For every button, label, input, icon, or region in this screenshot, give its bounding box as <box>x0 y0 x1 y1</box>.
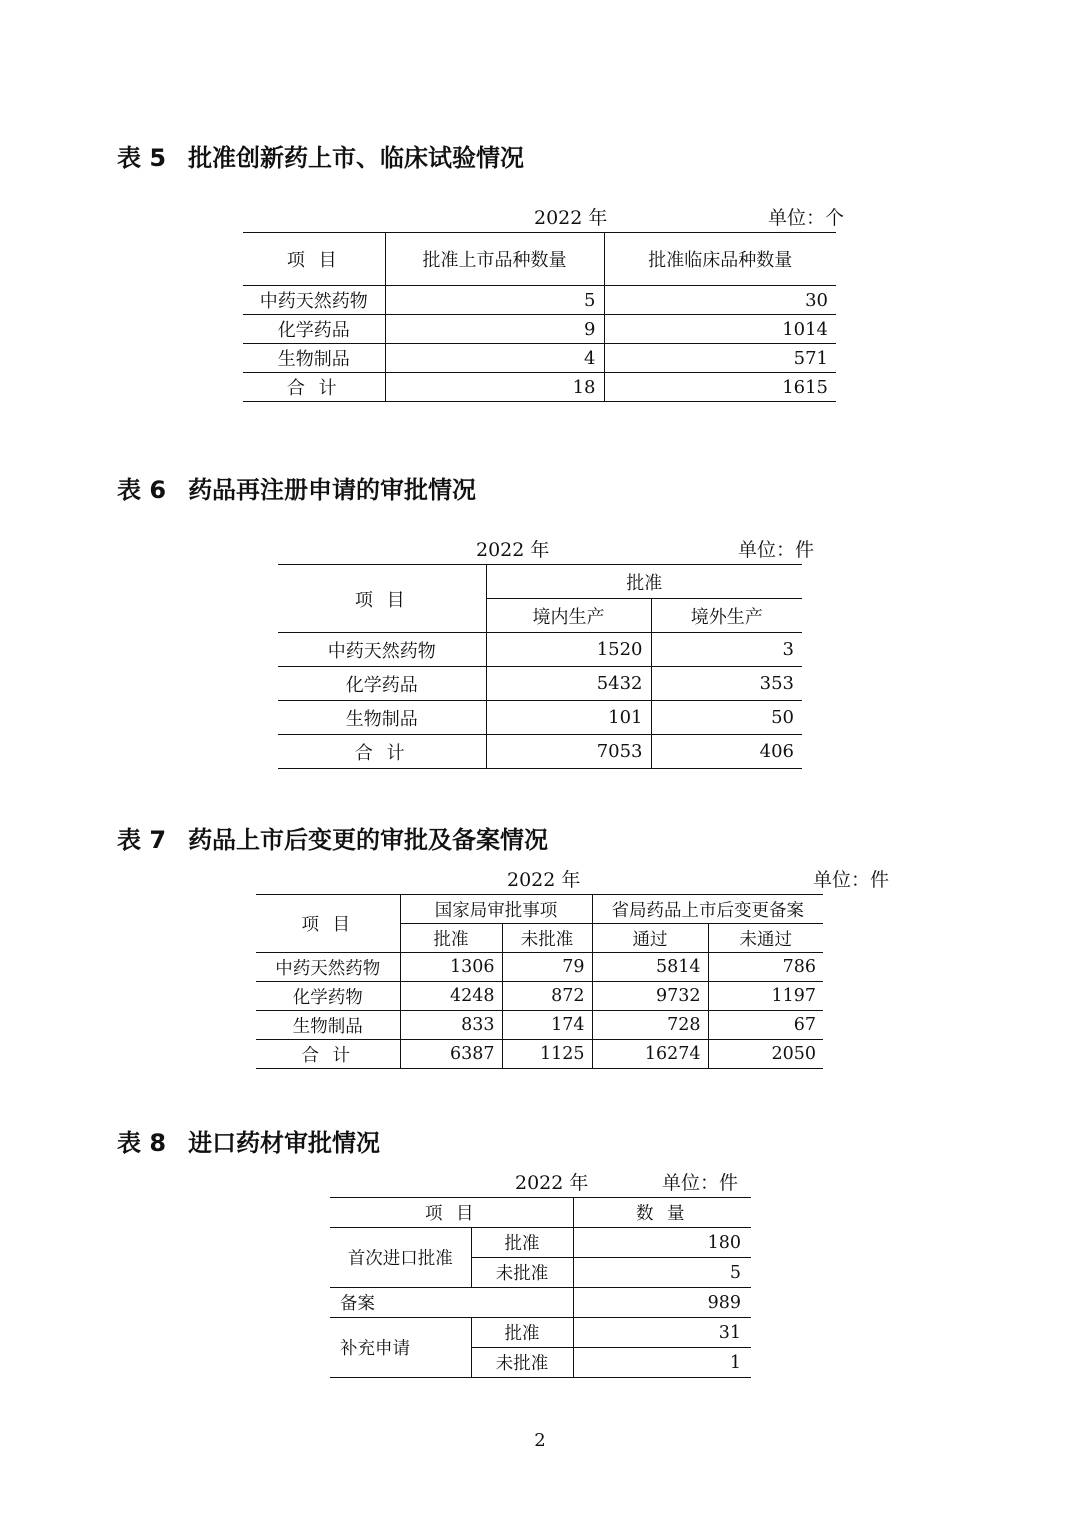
table8-first-import-label: 首次进口批准 <box>330 1228 471 1288</box>
table5-cell: 571 <box>604 344 836 373</box>
table-row <box>243 344 836 373</box>
table-row <box>243 286 836 315</box>
table6-header-item: 项 目 <box>278 565 486 633</box>
table8-sub-label: 未批准 <box>471 1258 573 1288</box>
table8-cell: 989 <box>573 1288 751 1318</box>
table5-cell: 1615 <box>604 373 836 402</box>
table8-cell: 31 <box>573 1318 751 1348</box>
table7-cell: 786 <box>708 953 823 982</box>
table8 <box>330 1197 751 1378</box>
table6 <box>278 564 802 769</box>
table5-row-label: 合 计 <box>243 373 385 402</box>
table8-title <box>117 1128 380 1158</box>
table7-cell: 2050 <box>708 1040 823 1069</box>
table7-cell: 9732 <box>592 982 708 1011</box>
table6-cell: 101 <box>486 701 651 735</box>
table5-label: 表 5 <box>117 144 167 172</box>
table7-row-label: 中药天然药物 <box>256 953 400 982</box>
table6-header-domestic: 境内生产 <box>486 599 651 633</box>
table6-cell: 406 <box>651 735 802 769</box>
table5-header-row <box>243 233 836 286</box>
table5-cell: 4 <box>385 344 604 373</box>
table-row-total <box>243 373 836 402</box>
table5-row-label: 化学药品 <box>243 315 385 344</box>
table6-cell: 353 <box>651 667 802 701</box>
table7-title <box>117 825 548 855</box>
table7-cell: 4248 <box>400 982 502 1011</box>
table8-filing-label: 备案 <box>330 1288 573 1318</box>
table7-label: 表 7 <box>117 826 167 854</box>
table7-header-not-passed: 未通过 <box>708 924 823 953</box>
table-row <box>330 1318 751 1348</box>
table-row <box>330 1228 751 1258</box>
table7-header-item: 项 目 <box>256 895 400 953</box>
table-row-total <box>256 1040 823 1069</box>
table7-cell: 1197 <box>708 982 823 1011</box>
table7-cell: 872 <box>502 982 592 1011</box>
table8-cell: 5 <box>573 1258 751 1288</box>
table6-label: 表 6 <box>117 476 167 504</box>
table7-row-label: 生物制品 <box>256 1011 400 1040</box>
table7-header-not-approved: 未批准 <box>502 924 592 953</box>
table8-year: 2022 年 <box>515 1172 589 1194</box>
table6-year: 2022 年 <box>476 539 550 561</box>
table8-header-row <box>330 1198 751 1228</box>
table6-row-label: 化学药品 <box>278 667 486 701</box>
table5-row-label: 中药天然药物 <box>243 286 385 315</box>
table8-cell: 1 <box>573 1348 751 1378</box>
table5-unit: 单位：个 <box>768 207 845 229</box>
table7-row-label: 化学药物 <box>256 982 400 1011</box>
table7-title-text: 药品上市后变更的审批及备案情况 <box>188 826 549 854</box>
table-row <box>278 667 802 701</box>
table6-unit: 单位：件 <box>738 539 815 561</box>
table-row <box>330 1288 751 1318</box>
table-row <box>243 315 836 344</box>
table8-sub-label: 批准 <box>471 1318 573 1348</box>
table7-cell: 16274 <box>592 1040 708 1069</box>
table5-cell: 1014 <box>604 315 836 344</box>
table5-header-market: 批准上市品种数量 <box>385 233 604 286</box>
table6-title-text: 药品再注册申请的审批情况 <box>188 476 477 504</box>
table6-cell: 50 <box>651 701 802 735</box>
table7-cell: 728 <box>592 1011 708 1040</box>
table7-year: 2022 年 <box>507 869 581 891</box>
table7-header-row <box>256 895 823 924</box>
table-row-total <box>278 735 802 769</box>
table5-cell: 9 <box>385 315 604 344</box>
table-row <box>256 982 823 1011</box>
table5-header-clinical: 批准临床品种数量 <box>604 233 836 286</box>
table6-header-row <box>278 565 802 599</box>
table8-cell: 180 <box>573 1228 751 1258</box>
table7-cell: 1306 <box>400 953 502 982</box>
table-row <box>256 1011 823 1040</box>
table6-row-label: 中药天然药物 <box>278 633 486 667</box>
table5-title <box>117 143 524 173</box>
table-row <box>256 953 823 982</box>
table6-cell: 1520 <box>486 633 651 667</box>
table5-cell: 18 <box>385 373 604 402</box>
page-number: 2 <box>534 1430 546 1451</box>
table7-cell: 67 <box>708 1011 823 1040</box>
table7-header-provincial: 省局药品上市后变更备案 <box>592 895 823 924</box>
table8-title-text: 进口药材审批情况 <box>188 1129 381 1157</box>
table6-title <box>117 475 476 505</box>
table8-sub-label: 批准 <box>471 1228 573 1258</box>
table7-cell: 79 <box>502 953 592 982</box>
table7-header-passed: 通过 <box>592 924 708 953</box>
table5-title-text: 批准创新药上市、临床试验情况 <box>188 144 525 172</box>
table6-cell: 3 <box>651 633 802 667</box>
table8-label: 表 8 <box>117 1129 167 1157</box>
table7-cell: 5814 <box>592 953 708 982</box>
table5-header-item: 项 目 <box>243 233 385 286</box>
table8-unit: 单位：件 <box>662 1172 739 1194</box>
table8-sub-label: 未批准 <box>471 1348 573 1378</box>
table6-cell: 7053 <box>486 735 651 769</box>
table8-header-qty: 数 量 <box>573 1198 751 1228</box>
table5-cell: 30 <box>604 286 836 315</box>
table-row <box>278 633 802 667</box>
table6-cell: 5432 <box>486 667 651 701</box>
table6-row-label: 合 计 <box>278 735 486 769</box>
table6-header-approved: 批准 <box>486 565 802 599</box>
table5 <box>243 232 836 402</box>
table7-cell: 833 <box>400 1011 502 1040</box>
table5-row-label: 生物制品 <box>243 344 385 373</box>
table-row <box>278 701 802 735</box>
table7-unit: 单位：件 <box>813 869 890 891</box>
table7 <box>256 894 823 1069</box>
table8-supplement-label: 补充申请 <box>330 1318 471 1378</box>
table5-cell: 5 <box>385 286 604 315</box>
table7-row-label: 合 计 <box>256 1040 400 1069</box>
table6-header-foreign: 境外生产 <box>651 599 802 633</box>
table8-header-item: 项 目 <box>330 1198 573 1228</box>
table5-year: 2022 年 <box>534 207 608 229</box>
table7-cell: 6387 <box>400 1040 502 1069</box>
table6-row-label: 生物制品 <box>278 701 486 735</box>
table7-header-national: 国家局审批事项 <box>400 895 592 924</box>
table7-cell: 1125 <box>502 1040 592 1069</box>
table7-header-approved: 批准 <box>400 924 502 953</box>
table7-cell: 174 <box>502 1011 592 1040</box>
